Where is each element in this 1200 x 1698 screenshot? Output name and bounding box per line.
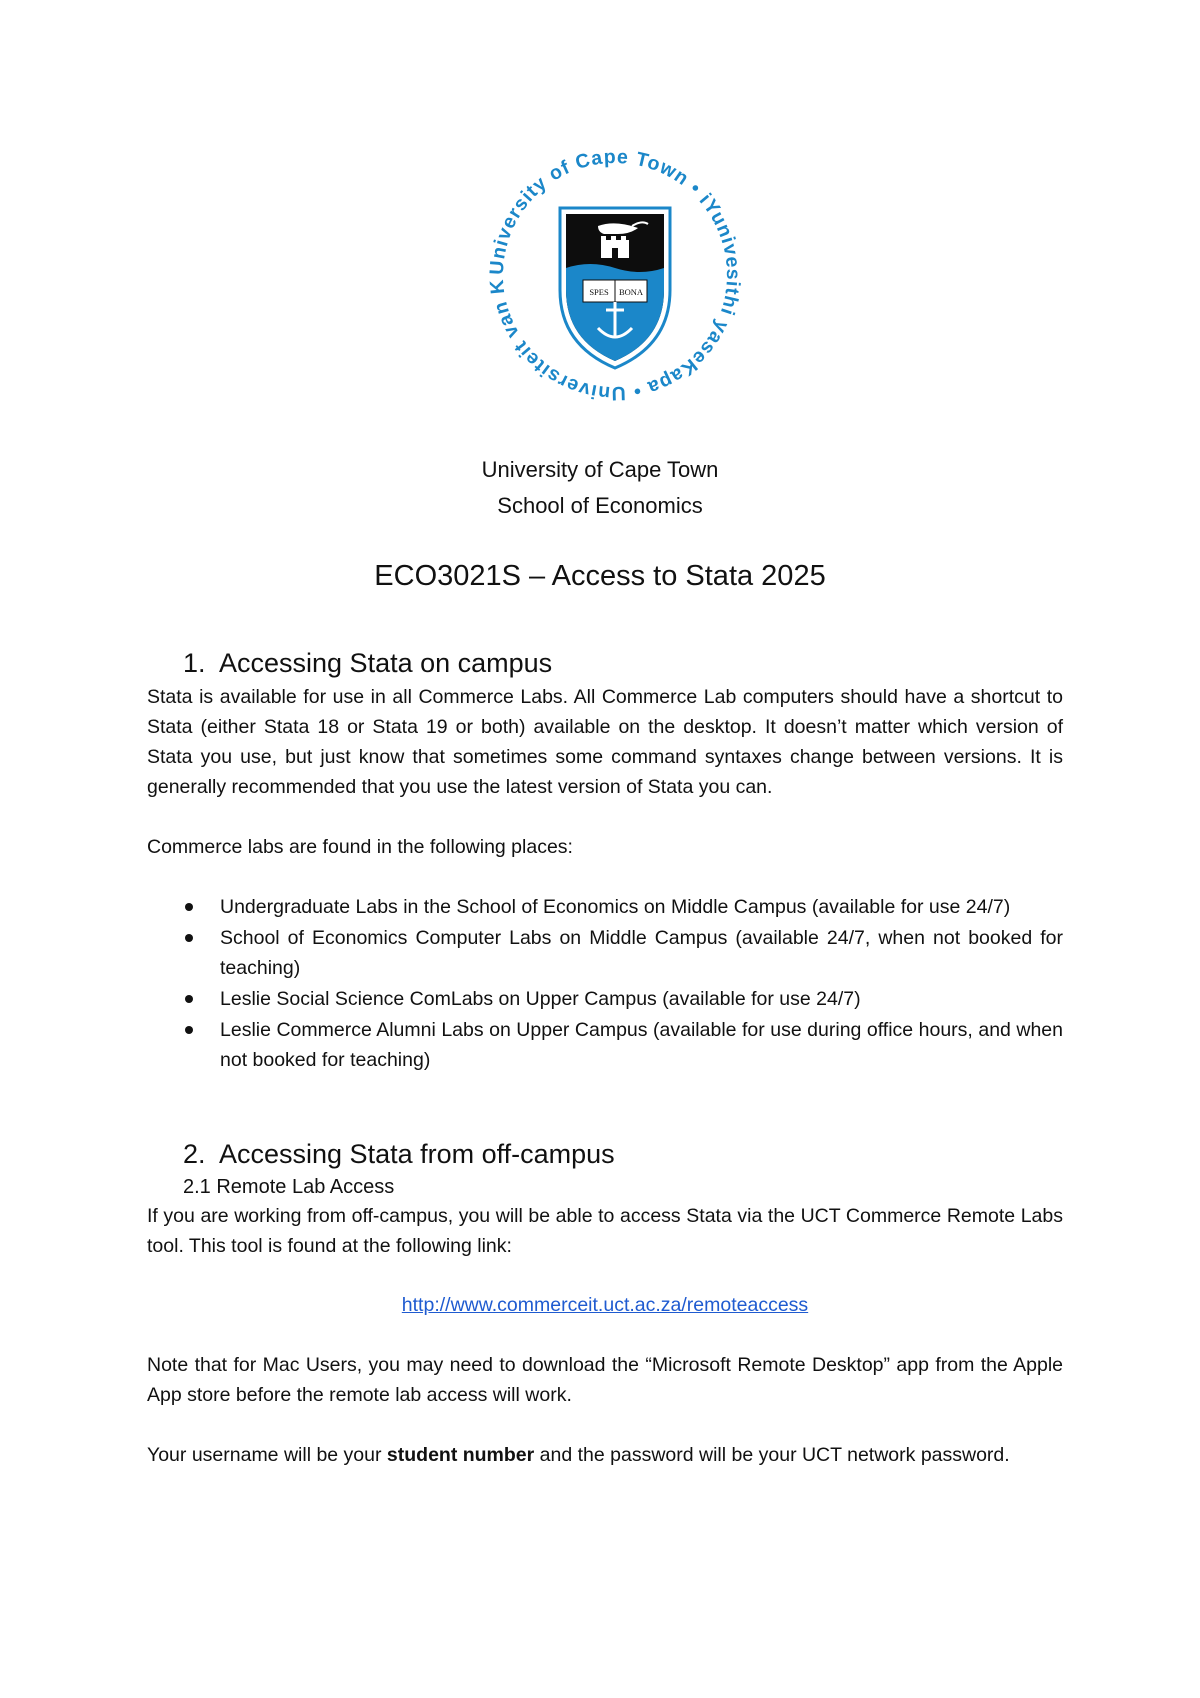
bullet-icon	[185, 903, 193, 911]
list-item: Leslie Commerce Alumni Labs on Upper Campus (available for use during office hours, and when not booked for teaching)	[147, 1015, 1063, 1075]
bullet-icon	[185, 934, 193, 942]
section-2-heading	[147, 1137, 1063, 1171]
mac-note-paragraph: Note that for Mac Users, you may need to download the “Microsoft Remote Desktop” app from the Apple App store before the remote lab access will work.	[147, 1354, 1063, 1406]
section-1-title: Accessing Stata on campus	[219, 648, 553, 678]
credentials-paragraph: Your username will be your student number and the password will be your UCT network password.	[147, 1444, 1010, 1466]
institution-name: University of Cape Town	[481, 457, 719, 482]
list-item: Leslie Social Science ComLabs on Upper Campus (available for use 24/7)	[147, 984, 1063, 1014]
section-1-intro: Stata is available for use in all Commerce Labs. All Commerce Lab computers should have a shortcut to Stata (either Stata 18 or Stata 19 or both) available on the desktop. It doesn’t matter which version of Stata you use, but just know that sometimes some command syntaxes change between versions. It is generally recommended that you use the latest version of Stata you can.	[147, 686, 1063, 798]
school-name: School of Economics	[497, 493, 703, 518]
link-row	[147, 1290, 1063, 1320]
document-title: ECO3021S – Access to Stata 2025	[374, 560, 826, 592]
student-number-emphasis: student number	[386, 1444, 535, 1466]
section-2	[147, 1137, 1063, 1470]
bullet-icon	[185, 1026, 193, 1034]
list-item: School of Economics Computer Labs on Middle Campus (available 24/7, when not booked for teaching)	[147, 923, 1063, 983]
svg-text:BONA: BONA	[618, 287, 644, 297]
section-1-heading	[147, 646, 1063, 680]
section-2-number: 2.	[183, 1139, 206, 1169]
section-1	[147, 646, 1063, 1076]
section-2-title: Accessing Stata from off-campus	[219, 1139, 615, 1169]
bullet-icon	[185, 995, 193, 1003]
svg-text:University of Cape Town • iYun: University of Cape Town • iYunivesithi yaseKapa • Universiteit van K	[485, 145, 745, 405]
svg-text:SPES: SPES	[589, 287, 609, 297]
labs-list	[147, 892, 1063, 1075]
labs-intro: Commerce labs are found in the following places:	[147, 836, 573, 858]
subsection-2-1-heading: 2.1 Remote Lab Access	[183, 1176, 395, 1198]
list-item: Undergraduate Labs in the School of Economics on Middle Campus (available for use 24/7)	[147, 892, 1063, 922]
remote-access-paragraph: If you are working from off-campus, you will be able to access Stata via the UCT Commerce Remote Labs tool. This tool is found at the following link:	[147, 1205, 1063, 1257]
uct-crest-icon	[480, 140, 750, 410]
section-1-number: 1.	[183, 648, 206, 678]
remote-access-link[interactable]: http://www.commerceit.uct.ac.za/remoteaccess	[401, 1294, 809, 1316]
institution-block	[0, 452, 1200, 524]
